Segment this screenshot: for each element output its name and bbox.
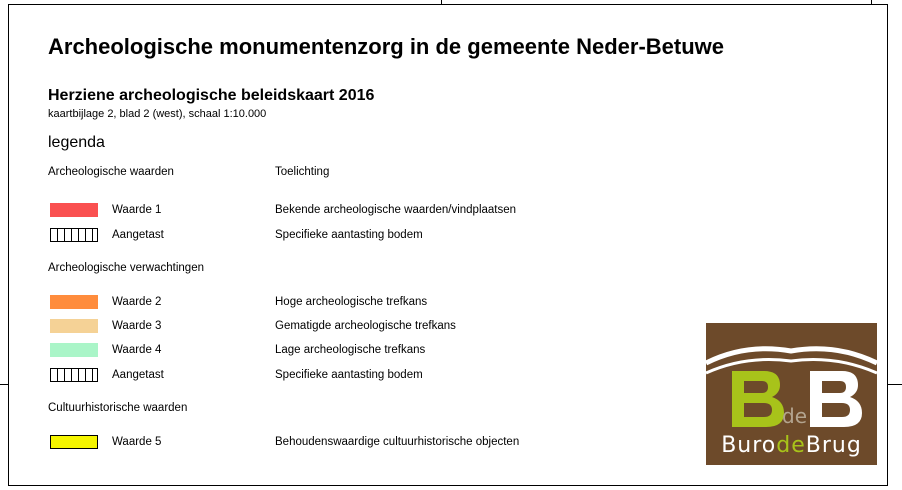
legend-label: Waarde 5 [112, 436, 162, 448]
legend-label: Aangetast [112, 229, 164, 241]
legend-swatch [50, 228, 98, 242]
legend-label: Waarde 3 [112, 320, 162, 332]
section-cultural-values: Cultuurhistorische waarden [48, 402, 188, 414]
legend-label: Waarde 4 [112, 344, 162, 356]
burodebrug-logo [706, 323, 877, 465]
logo-text-buro: Buro [721, 433, 777, 458]
legend-swatch [50, 343, 98, 357]
logo-text-brug: Brug [805, 433, 862, 458]
legend-description: Lage archeologische trefkans [275, 344, 426, 356]
legend-row [0, 228, 700, 244]
legend-description: Specifieke aantasting bodem [275, 369, 423, 381]
legend-swatch [50, 319, 98, 333]
column-explanation-header: Toelichting [275, 166, 330, 178]
legend-description: Bekende archeologische waarden/vindplaatsen [275, 204, 517, 216]
legend-description: Hoge archeologische trefkans [275, 296, 428, 308]
legend-swatch [50, 295, 98, 309]
legend-swatch [50, 368, 98, 382]
legend-label: Aangetast [112, 369, 164, 381]
section-archeological-values: Archeologische waarden [48, 166, 174, 178]
legend-description: Behoudenswaardige cultuurhistorische objecten [275, 436, 520, 448]
legend-row [0, 368, 700, 384]
frame-tick-left [0, 384, 9, 385]
legend-row [0, 319, 700, 335]
section-archeological-expectations: Archeologische verwachtingen [48, 262, 204, 274]
legend-row [0, 343, 700, 359]
legend-swatch [50, 203, 98, 217]
frame-tick-top-right [871, 0, 872, 5]
legend-heading: legenda [48, 134, 105, 151]
legend-row [0, 295, 700, 311]
svg-text:de: de [782, 404, 807, 428]
frame-tick-right [887, 384, 902, 385]
legend-label: Waarde 1 [112, 204, 162, 216]
legend-description: Specifieke aantasting bodem [275, 229, 423, 241]
legend-swatch [50, 435, 98, 449]
page-title: Archeologische monumentenzorg in de gemeente Neder-Betuwe [48, 34, 725, 59]
logo-wordmark [706, 433, 877, 458]
map-subtitle: Herziene archeologische beleidskaart 2016 [48, 87, 375, 104]
legend-row [0, 435, 700, 451]
logo-text-de: de [776, 433, 806, 458]
map-caption: kaartbijlage 2, blad 2 (west), schaal 1:10.000 [48, 108, 267, 120]
legend-row [0, 203, 700, 219]
legend-label: Waarde 2 [112, 296, 162, 308]
frame-tick-top [441, 0, 442, 5]
legend-description: Gematigde archeologische trefkans [275, 320, 456, 332]
